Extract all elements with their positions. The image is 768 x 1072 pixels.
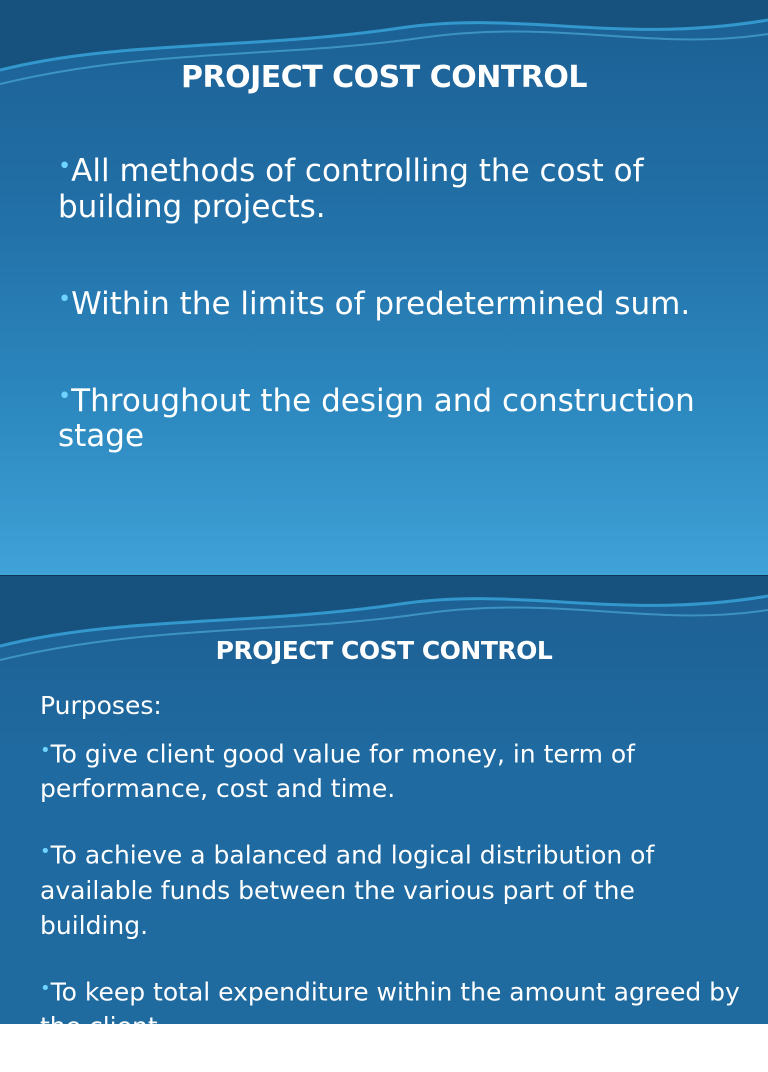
bullet-item xyxy=(58,378,738,455)
bullet-list xyxy=(40,733,750,1072)
bullet-dot-icon: • xyxy=(58,153,72,179)
bullet-text: To achieve a balanced and logical distribution of available funds between the various part of the building. xyxy=(40,840,655,940)
bullet-dot-icon: • xyxy=(40,977,51,999)
slide-title: PROJECT COST CONTROL xyxy=(180,60,587,95)
bullet-dot-icon: • xyxy=(40,841,51,863)
bullet-text: To give client good value for money, in term of performance, cost and time. xyxy=(40,739,635,804)
bullet-item xyxy=(40,733,750,806)
slide-title: PROJECT COST CONTROL xyxy=(215,636,553,665)
bullet-text: Within the limits of predetermined sum. xyxy=(71,285,691,322)
bullet-dot-icon: • xyxy=(40,740,51,761)
bullet-dot-icon: • xyxy=(58,285,72,312)
bullet-text: Throughout the design and construction stage xyxy=(58,382,695,455)
bullet-dot-icon: • xyxy=(58,382,72,409)
bullet-item xyxy=(58,148,738,225)
bullet-item xyxy=(58,281,738,322)
purposes-heading: Purposes: xyxy=(40,691,162,720)
bullet-text: To keep total expenditure within the amount agreed by the client. xyxy=(40,976,740,1041)
bullet-item xyxy=(40,971,750,1044)
bullet-item xyxy=(40,834,750,942)
bullet-text: All methods of controlling the cost of building projects. xyxy=(58,152,644,225)
bullet-list xyxy=(58,148,738,510)
